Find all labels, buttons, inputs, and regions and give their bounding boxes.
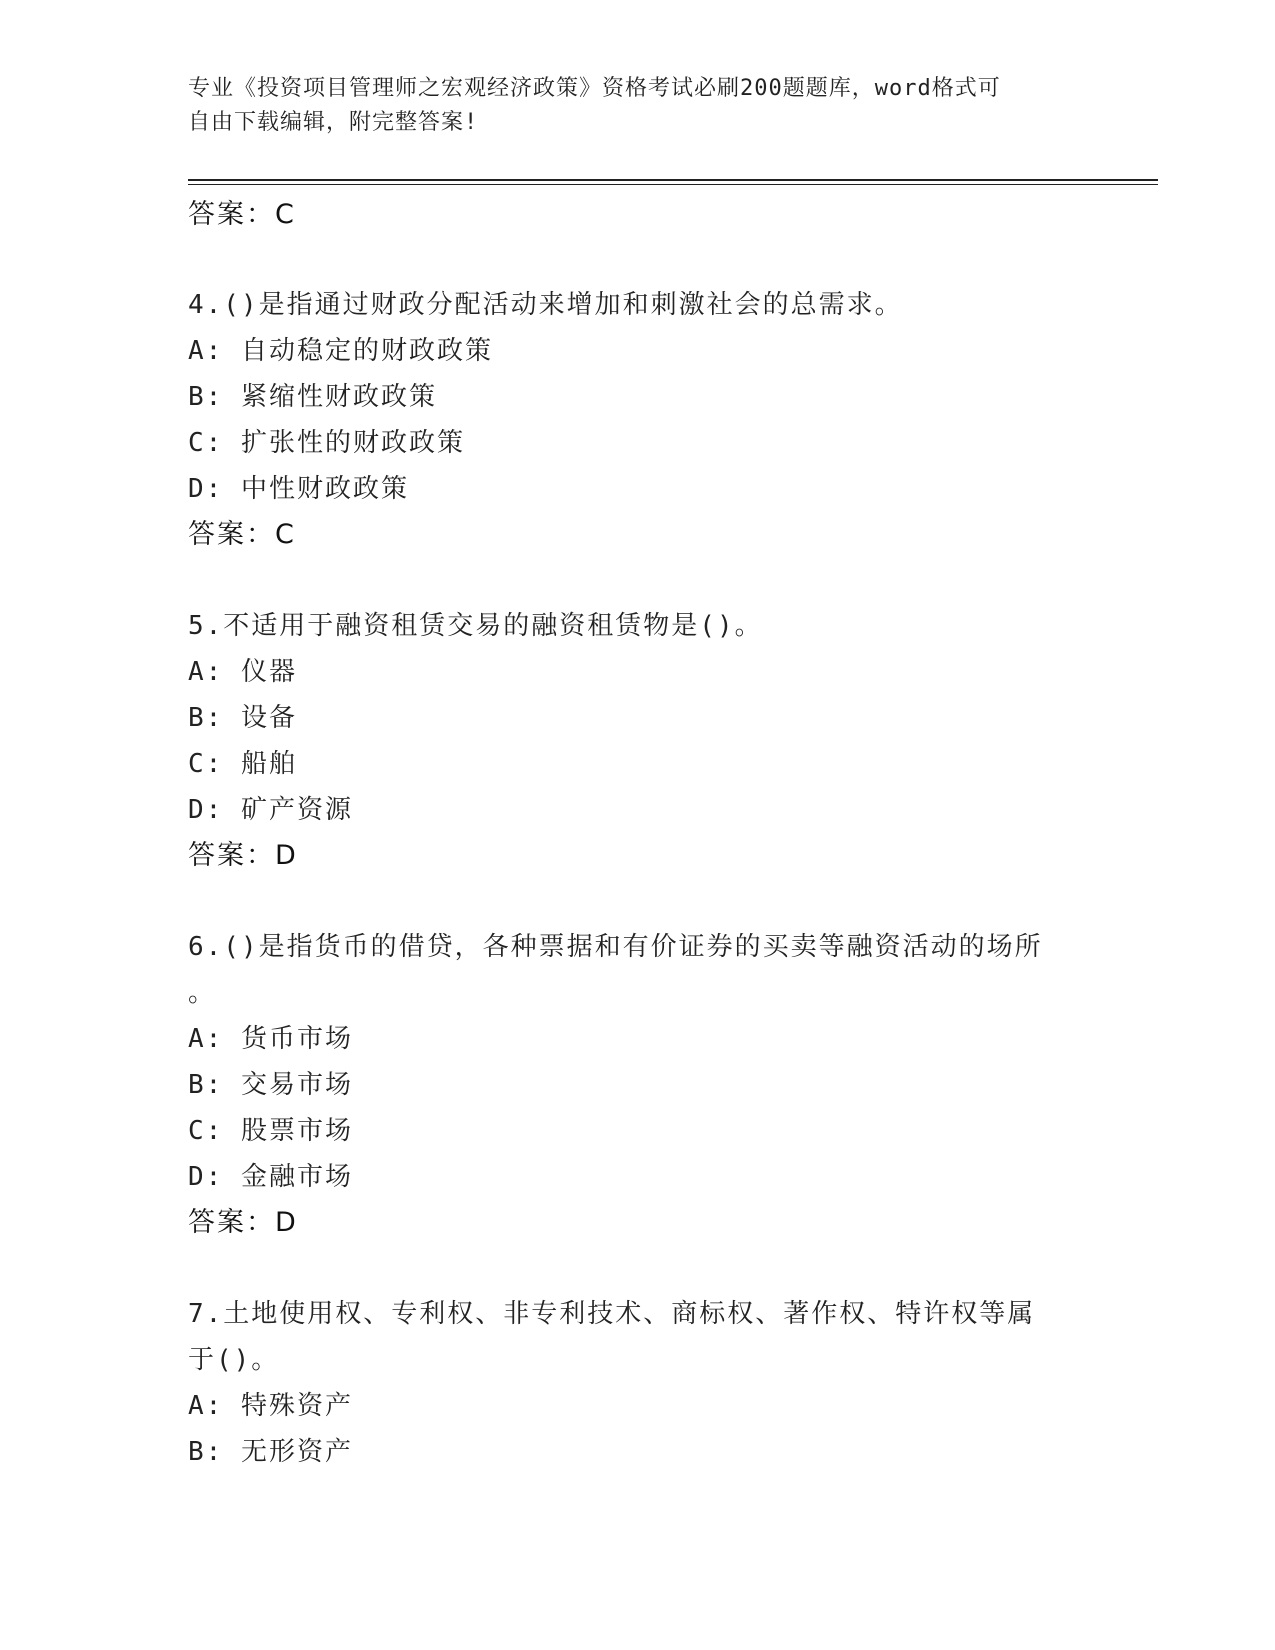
answer-line: 答案：C <box>188 519 296 550</box>
option-a: A: 自动稳定的财政政策 <box>188 336 493 366</box>
question-list <box>188 192 1088 1475</box>
question-stem-continued: 于()。 <box>188 1345 280 1375</box>
answer-line: 答案：D <box>188 840 298 871</box>
option-a: A: 货币市场 <box>188 1024 353 1054</box>
option-d: D: 金融市场 <box>188 1162 353 1192</box>
option-b: B: 无形资产 <box>188 1437 353 1467</box>
question-stem: 7.土地使用权、专利权、非专利技术、商标权、著作权、特许权等属 <box>188 1299 1036 1329</box>
question-7 <box>188 1291 1088 1475</box>
header-line-1: 专业《投资项目管理师之宏观经济政策》资格考试必刷200题题库，word格式可 <box>188 76 1001 101</box>
question-5 <box>188 603 1088 879</box>
question-4 <box>188 282 1088 558</box>
question-6 <box>188 924 1088 1246</box>
option-c: C: 股票市场 <box>188 1116 353 1146</box>
header-line-2: 自由下载编辑，附完整答案! <box>188 110 479 135</box>
option-b: B: 紧缩性财政政策 <box>188 382 437 412</box>
option-a: A: 仪器 <box>188 657 297 687</box>
header-rule-thick <box>188 179 1158 181</box>
question-stem: 4.()是指通过财政分配活动来增加和刺激社会的总需求。 <box>188 290 903 320</box>
option-d: D: 矿产资源 <box>188 795 353 825</box>
answer-line: 答案：C <box>188 199 296 230</box>
question-stem: 5.不适用于融资租赁交易的融资租赁物是()。 <box>188 611 763 641</box>
option-b: B: 交易市场 <box>188 1070 353 1100</box>
option-c: C: 扩张性的财政政策 <box>188 428 465 458</box>
option-b: B: 设备 <box>188 703 297 733</box>
option-c: C: 船舶 <box>188 749 297 779</box>
question-stem-continued: 。 <box>188 978 217 1008</box>
document-header <box>188 72 1088 140</box>
question-stem: 6.()是指货币的借贷，各种票据和有价证券的买卖等融资活动的场所 <box>188 932 1043 962</box>
answer-line: 答案：D <box>188 1207 298 1238</box>
option-d: D: 中性财政政策 <box>188 474 409 504</box>
header-rule-thin <box>188 184 1158 185</box>
option-a: A: 特殊资产 <box>188 1391 353 1421</box>
